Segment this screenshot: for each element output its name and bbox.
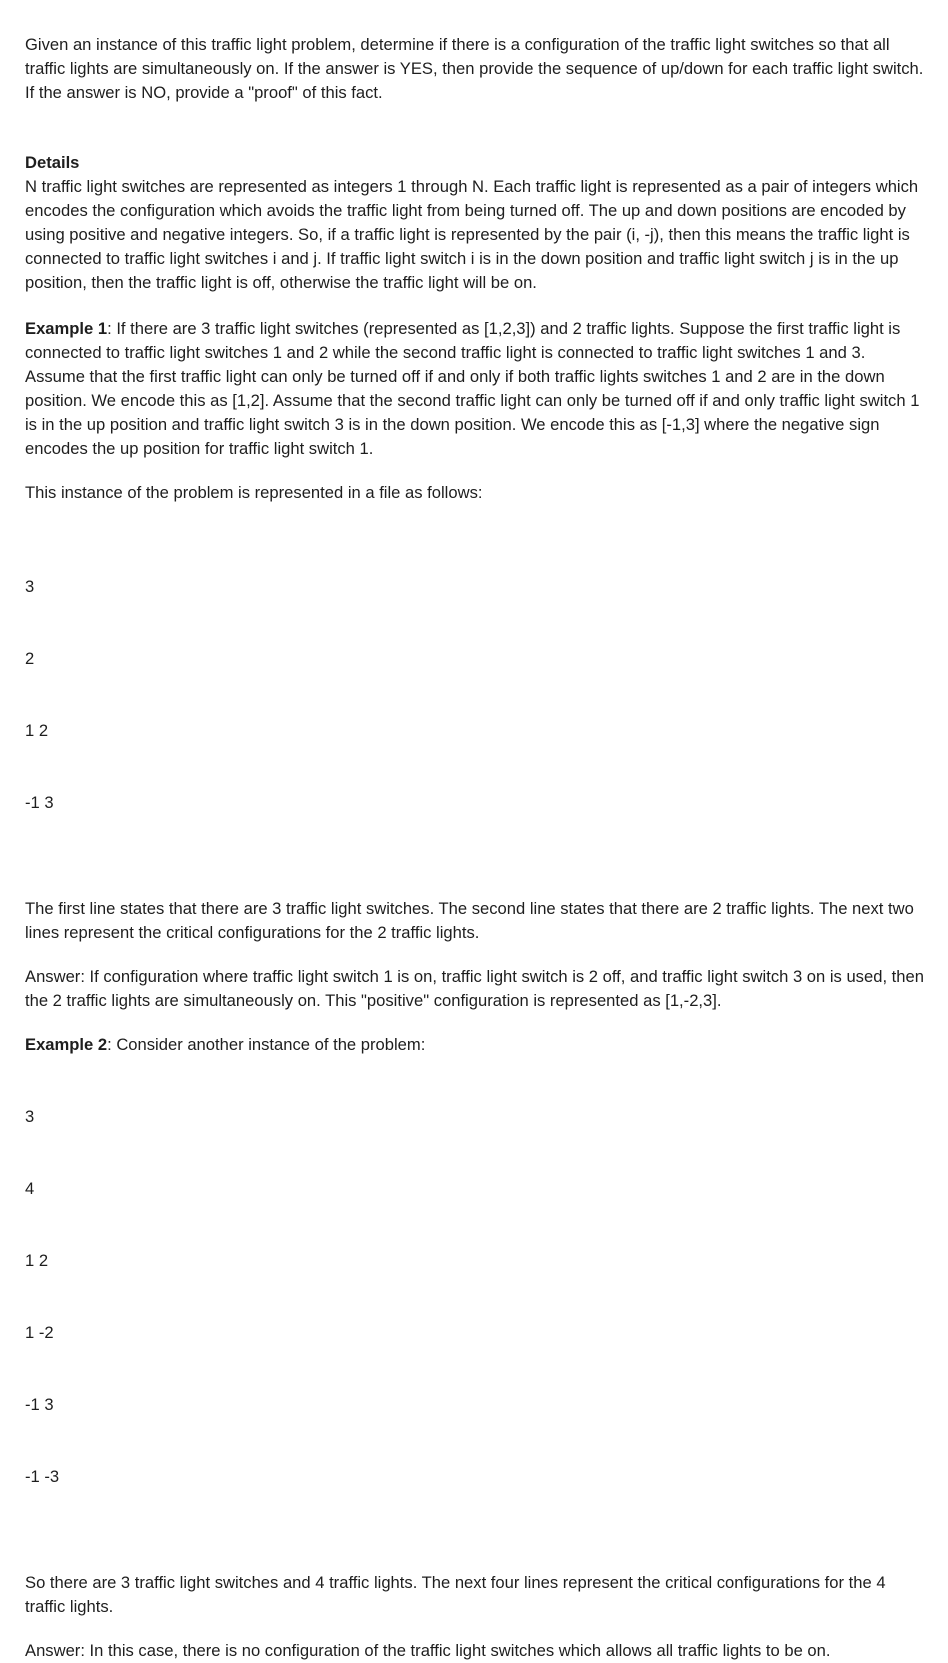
example2-answer: Answer: In this case, there is no configuration of the traffic light switches which allows all traffic lights to be on. <box>25 1641 831 1660</box>
file-line: 4 <box>25 1179 35 1198</box>
file-line: -1 3 <box>25 793 54 812</box>
file-line: 1 2 <box>25 721 49 740</box>
example2-label: Example 2 <box>25 1035 108 1054</box>
example2-explanation: So there are 3 traffic light switches and 4 traffic lights. The next four lines represent the critical configurations for the 4 traffic lights. <box>25 1573 886 1616</box>
intro-paragraph: Given an instance of this traffic light problem, determine if there is a configuration of the traffic light switches so that all traffic lights are simultaneously on. If the answer is YES, then provide the sequence of up/down for each traffic light switch. If the answer is NO, provide a "proof" of this fact. <box>25 35 924 102</box>
file-line: 1 -2 <box>25 1323 54 1342</box>
file-line: 2 <box>25 649 35 668</box>
file-line: -1 3 <box>25 1395 54 1414</box>
details-heading: Details <box>25 153 80 172</box>
example2-file-contents <box>25 1057 925 1537</box>
example1-explanation: The first line states that there are 3 traffic light switches. The second line states that there are 2 traffic lights. The next two lines represent the critical configurations for the 2 traffic lights. <box>25 899 914 942</box>
document-body <box>25 33 925 1663</box>
example2-paragraph <box>25 1033 925 1057</box>
example1-file-intro: This instance of the problem is represented in a file as follows: <box>25 483 483 502</box>
example1-label: Example 1 <box>25 319 108 338</box>
file-line: 1 2 <box>25 1251 49 1270</box>
example1-paragraph <box>25 317 925 461</box>
file-line: 3 <box>25 1107 35 1126</box>
details-paragraph: N traffic light switches are represented as integers 1 through N. Each traffic light is represented as a pair of integers which encodes the configuration which avoids the traffic light from being turned off. The up and down positions are encoded by using positive and negative integers. So, if a traffic light is represented by the pair (i, -j), then this means the traffic light is connected to traffic light switches i and j. If traffic light switch i is in the down position and traffic light switch j is in the up position, then the traffic light is off, otherwise the traffic light will be on. <box>25 177 919 292</box>
example1-text: : If there are 3 traffic light switches (represented as [1,2,3]) and 2 traffic lights. Suppose the first traffic light is connected to traffic light switches 1 and 2 while the second traffic light is connected to traffic light switches 1 and 3. Assume that the first traffic light can only be turned off if and only if both traffic lights switches 1 and 2 are in the down position. We encode this as [1,2]. Assume that the second traffic light can only be turned off if and only traffic light switch 1 is in the up position and traffic light switch 3 is in the down position. We encode this as [-1,3] where the negative sign encodes the up position for traffic light switch 1. <box>25 319 920 458</box>
example2-text: : Consider another instance of the problem: <box>107 1035 426 1054</box>
example1-answer: Answer: If configuration where traffic light switch 1 is on, traffic light switch is 2 off, and traffic light switch 3 on is used, then the 2 traffic lights are simultaneously on. This "positive" configuration is represented as [1,-2,3]. <box>25 967 924 1010</box>
file-line: -1 -3 <box>25 1467 60 1486</box>
details-section <box>25 151 925 295</box>
file-line: 3 <box>25 577 35 596</box>
example1-file-contents <box>25 527 925 863</box>
